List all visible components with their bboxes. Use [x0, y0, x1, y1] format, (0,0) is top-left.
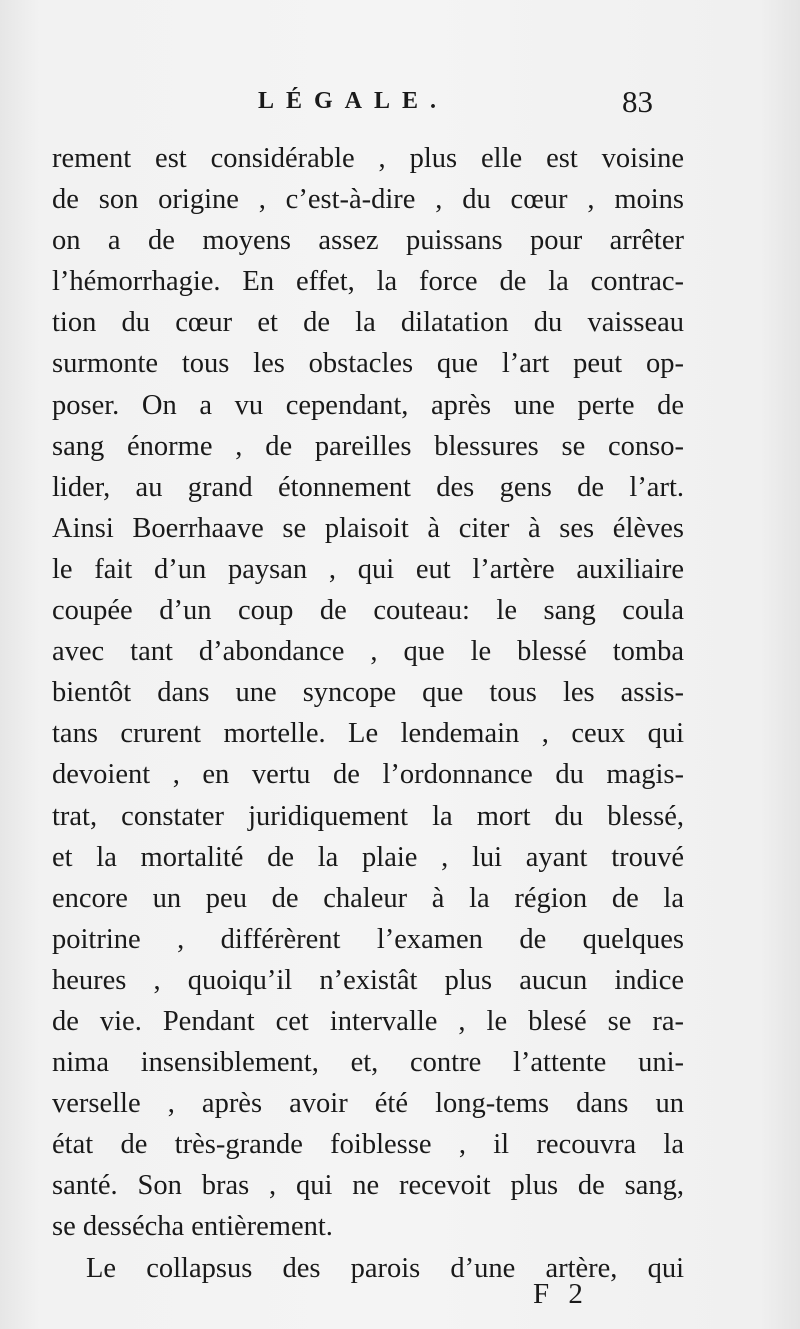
text-line: bientôt dans une syncope que tous les assis- [52, 677, 684, 709]
text-line: avec tant d’abondance , que le blessé tomba [52, 636, 684, 668]
text-line: et la mortalité de la plaie , lui ayant trouvé [52, 841, 684, 873]
page-header [0, 84, 800, 128]
paragraph-end-line: se dessécha entièrement. [52, 1211, 333, 1243]
text-line: Ainsi Boerrhaave se plaisoit à citer à ses élèves [52, 512, 684, 544]
text-line: l’hémorrhagie. En effet, la force de la contrac- [52, 266, 684, 298]
text-line: devoient , en vertu de l’ordonnance du magis- [52, 759, 684, 791]
running-title: LÉGALE. [258, 88, 449, 114]
text-line: tans crurent mortelle. Le lendemain , ceux qui [52, 718, 684, 750]
text-line: rement est considérable , plus elle est voisine [52, 143, 684, 174]
text-line: de son origine , c’est-à-dire , du cœur , moins [52, 184, 684, 216]
text-line: état de très-grande foiblesse , il recouvra la [52, 1129, 684, 1161]
text-line: trat, constater juridiquement la mort du blessé, [52, 800, 684, 832]
text-line: nima insensiblement, et, contre l’attente uni- [52, 1047, 684, 1079]
text-line: poser. On a vu cependant, après une perte de [52, 389, 684, 421]
text-line: le fait d’un paysan , qui eut l’artère auxiliaire [52, 553, 684, 585]
text-line: surmonte tous les obstacles que l’art peut op- [52, 348, 684, 380]
text-line: coupée d’un coup de couteau: le sang coula [52, 595, 684, 627]
text-line: lider, au grand étonnement des gens de l’art. [52, 471, 684, 503]
text-line: sang énorme , de pareilles blessures se conso- [52, 430, 684, 462]
text-line: de vie. Pendant cet intervalle , le blesé se ra- [52, 1005, 684, 1037]
text-line: verselle , après avoir été long-tems dans un [52, 1088, 684, 1120]
paragraph-start-line: Le collapsus des parois d’une artère, qui [86, 1252, 684, 1284]
text-line: heures , quoiqu’il n’existât plus aucun indice [52, 964, 684, 996]
body-text [52, 138, 684, 1289]
text-line: on a de moyens assez puissans pour arrêter [52, 225, 684, 257]
text-line: santé. Son bras , qui ne recevoit plus de sang, [52, 1170, 684, 1202]
text-line: encore un peu de chaleur à la région de la [52, 882, 684, 914]
text-line: poitrine , différèrent l’examen de quelques [52, 923, 684, 955]
page-number: 83 [622, 84, 653, 119]
signature-mark: F 2 [533, 1278, 589, 1310]
text-line: tion du cœur et de la dilatation du vaisseau [52, 307, 684, 339]
